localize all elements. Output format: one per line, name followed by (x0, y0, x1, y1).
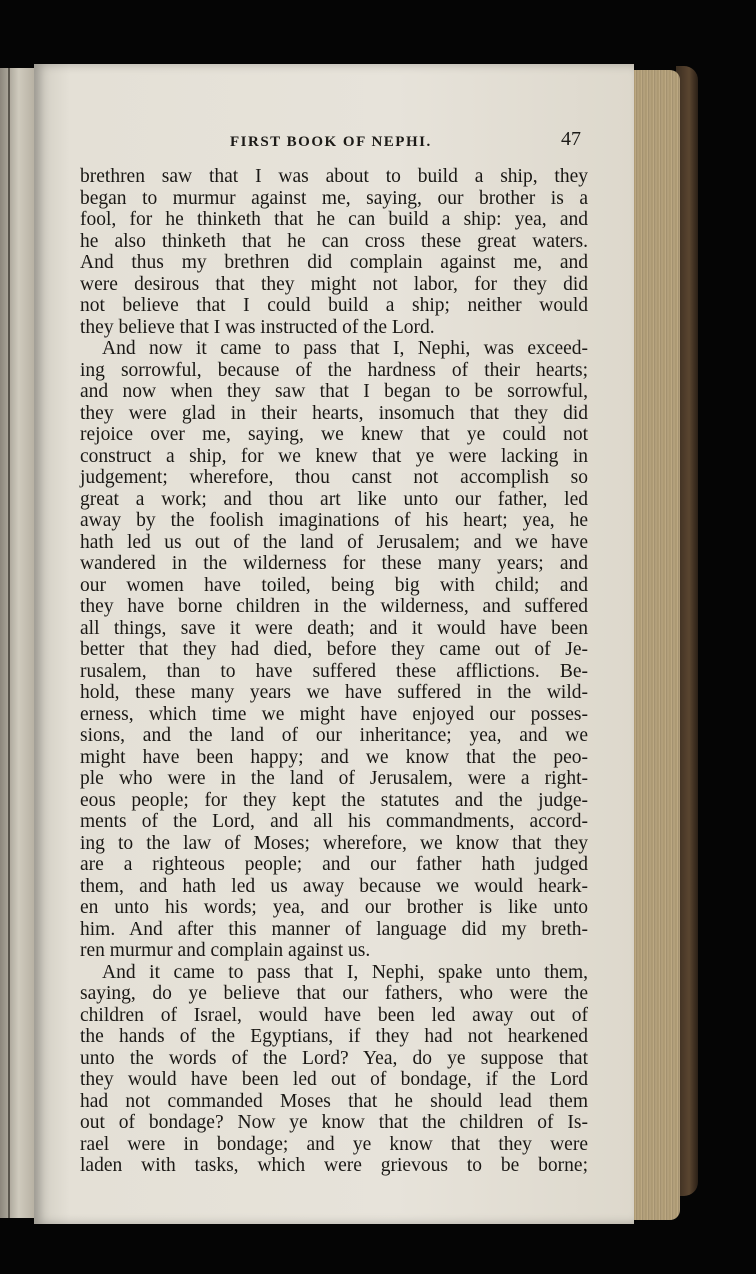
text-line: laden with tasks, which were grievous to be borne; (80, 1155, 588, 1176)
text-line: ing to the law of Moses; wherefore, we know that they (80, 832, 588, 854)
text-line: had not commanded Moses that he should lead them (80, 1090, 588, 1112)
text-line: began to murmur against me, saying, our brother is a (80, 187, 588, 209)
text-line: construct a ship, for we knew that ye were lacking in (80, 445, 588, 467)
text-line: great a work; and thou art like unto our father, led (80, 488, 588, 510)
left-page-edge (0, 68, 36, 1218)
text-line: judgement; wherefore, thou canst not accomplish so (80, 467, 588, 488)
text-line: wandered in the wilderness for these many years; and (80, 553, 588, 574)
text-line: saying, do ye believe that our fathers, who were the (80, 983, 588, 1004)
text-line: them, and hath led us away because we would heark- (80, 875, 588, 897)
text-line: And now it came to pass that I, Nephi, was exceed- (102, 338, 588, 359)
text-line: all things, save it were death; and it would have been (80, 617, 588, 639)
text-line: erness, which time we might have enjoyed our posses- (80, 703, 588, 725)
text-line: en unto his words; yea, and our brother is like unto (80, 897, 588, 918)
text-line: rusalem, than to have suffered these afflictions. Be- (80, 660, 588, 682)
text-line: unto the words of the Lord? Yea, do ye suppose that (80, 1047, 588, 1069)
text-line: rejoice over me, saying, we knew that ye could not (80, 424, 588, 445)
book-page (34, 64, 634, 1224)
text-line: our women have toiled, being big with child; and (80, 574, 588, 596)
text-line: hath led us out of the land of Jerusalem; and we have (80, 531, 588, 553)
text-line: not believe that I could build a ship; neither would (80, 295, 588, 316)
text-line: away by the foolish imaginations of his heart; yea, he (80, 510, 588, 531)
text-line: ing sorrowful, because of the hardness of their hearts; (80, 359, 588, 381)
text-line: out of bondage? Now ye know that the children of Is- (80, 1112, 588, 1133)
text-line: brethren saw that I was about to build a ship, they (80, 166, 588, 187)
text-line: he also thinketh that he can cross these great waters. (80, 230, 588, 252)
running-head: FIRST BOOK OF NEPHI. (230, 134, 432, 150)
text-line: ments of the Lord, and all his commandments, accord- (80, 811, 588, 832)
text-line: him. And after this manner of language did my breth- (80, 918, 588, 940)
text-line: they believe that I was instructed of the Lord. (80, 316, 435, 338)
text-line: ren murmur and complain against us. (80, 940, 371, 961)
text-line: And it came to pass that I, Nephi, spake unto them, (102, 961, 588, 983)
page-number: 47 (561, 128, 581, 150)
text-line: are a righteous people; and our father hath judged (80, 854, 588, 875)
text-line: hold, these many years we have suffered in the wild- (80, 682, 588, 703)
text-line: And thus my brethren did complain against me, and (80, 252, 588, 273)
text-line: sions, and the land of our inheritance; yea, and we (80, 725, 588, 746)
text-line: they would have been led out of bondage, if the Lord (80, 1069, 588, 1090)
text-line: eous people; for they kept the statutes and the judge- (80, 789, 588, 811)
text-line: might have been happy; and we know that the peo- (80, 746, 588, 768)
text-line: better that they had died, before they came out of Je- (80, 639, 588, 660)
text-line: children of Israel, would have been led away out of (80, 1004, 588, 1026)
text-line: ple who were in the land of Jerusalem, were a right- (80, 768, 588, 789)
body-text (80, 166, 588, 1177)
page-header (34, 128, 634, 162)
text-line: they were glad in their hearts, insomuch that they did (80, 402, 588, 424)
text-line: were desirous that they might not labor, for they did (80, 273, 588, 295)
text-line: rael were in bondage; and ye know that they were (80, 1133, 588, 1155)
text-line: the hands of the Egyptians, if they had not hearkened (80, 1026, 588, 1047)
text-line: fool, for he thinketh that he can build a ship: yea, and (80, 209, 588, 230)
text-line: and now when they saw that I began to be sorrowful, (80, 381, 588, 402)
text-line: they have borne children in the wilderness, and suffered (80, 596, 588, 617)
